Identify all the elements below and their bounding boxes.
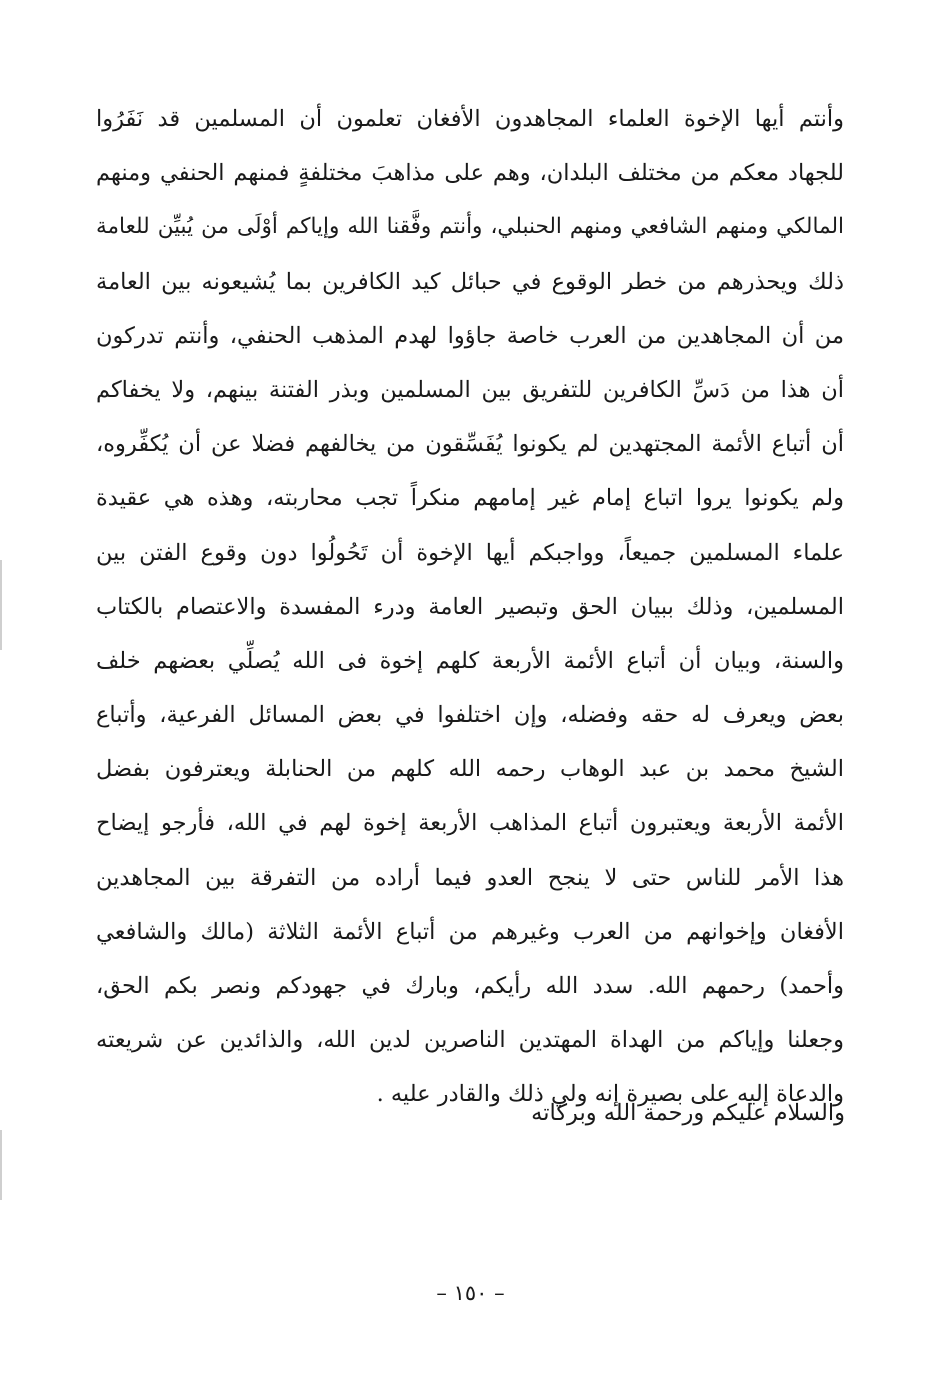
text-line: ذلك ويحذرهم من خطر الوقوع في حبائل كيد الكافرين بما يُشيعونه بين العامة xyxy=(96,268,844,295)
text-line: من أن المجاهدين من العرب خاصة جاؤوا لهدم المذهب الحنفي، وأنتم تدركون xyxy=(96,322,844,349)
text-line: وجعلنا وإياكم من الهداة المهتدين الناصرين لدين الله، والذائدين عن شريعته xyxy=(96,1027,844,1054)
text-line: والدعاة إليه على بصيرة إنه ولي ذلك والقادر عليه . xyxy=(376,1081,844,1108)
page-number: – ١٥٠ – xyxy=(436,1281,505,1305)
text-line: وأحمد) رحمهم الله. سدد الله رأيكم، وبارك في جهودكم ونصر بكم الحق، xyxy=(96,973,844,999)
text-line: الأفغان وإخوانهم من العرب وغيرهم من أتباع الأئمة الثلاثة (مالك والشافعي xyxy=(96,918,844,945)
text-line: وأنتم أيها الإخوة العلماء المجاهدون الأفغان تعلمون أن المسلمين قد نَفَرُوا xyxy=(96,106,844,132)
text-line: بعض ويعرف له حقه وفضله، وإن اختلفوا في بعض المسائل الفرعية، وأتباع xyxy=(96,702,844,729)
text-line: الأئمة الأربعة ويعتبرون أتباع المذاهب الأربعة إخوة لهم في الله، فأرجو إيضاح xyxy=(96,810,844,837)
text-line: المالكي ومنهم الشافعي ومنهم الحنبلي، وأنتم وفَّقنا الله وإياكم أوْلَى من يُبيِّن للعامة xyxy=(96,214,844,240)
text-line: والسنة، وبيان أن أتباع الأئمة الأربعة كلهم إخوة فى الله يُصلِّي بعضهم خلف xyxy=(96,647,844,674)
text-line: ولم يكونوا يروا اتباع إمام غير إمامهم منكراً تجب محاربته، وهذه هي عقيدة xyxy=(96,485,844,512)
scan-edge-mark xyxy=(0,560,2,650)
text-line: هذا الأمر للناس حتى لا ينجح العدو فيما أراده من التفرقة بين المجاهدين xyxy=(96,864,844,891)
scan-edge-mark xyxy=(0,1130,2,1200)
body-paragraph xyxy=(96,92,844,1122)
text-line: المسلمين، وذلك ببيان الحق وتبصير العامة ودرء المفسدة والاعتصام بالكتاب xyxy=(96,593,844,620)
closing-greeting: والسلام عليكم ورحمة الله وبركاته xyxy=(531,1100,845,1126)
text-line: الشيخ محمد بن عبد الوهاب رحمه الله كلهم من الحنابلة ويعترفون بفضل xyxy=(96,756,844,783)
text-line: أن أتباع الأئمة المجتهدين لم يكونوا يُفَسِّقون من يخالفهم فضلا عن أن يُكفِّروه، xyxy=(96,431,844,458)
text-line: للجهاد معكم من مختلف البلدان، وهم على مذاهبَ مختلفةٍ فمنهم الحنفي ومنهم xyxy=(96,160,844,187)
text-line: أن هذا من دَسِّ الكافرين للتفريق بين المسلمين وبذر الفتنة بينهم، ولا يخفاكم xyxy=(96,376,844,403)
text-line: علماء المسلمين جميعاً، وواجبكم أيها الإخوة أن تَحُولُوا دون وقوع الفتن بين xyxy=(96,539,844,566)
